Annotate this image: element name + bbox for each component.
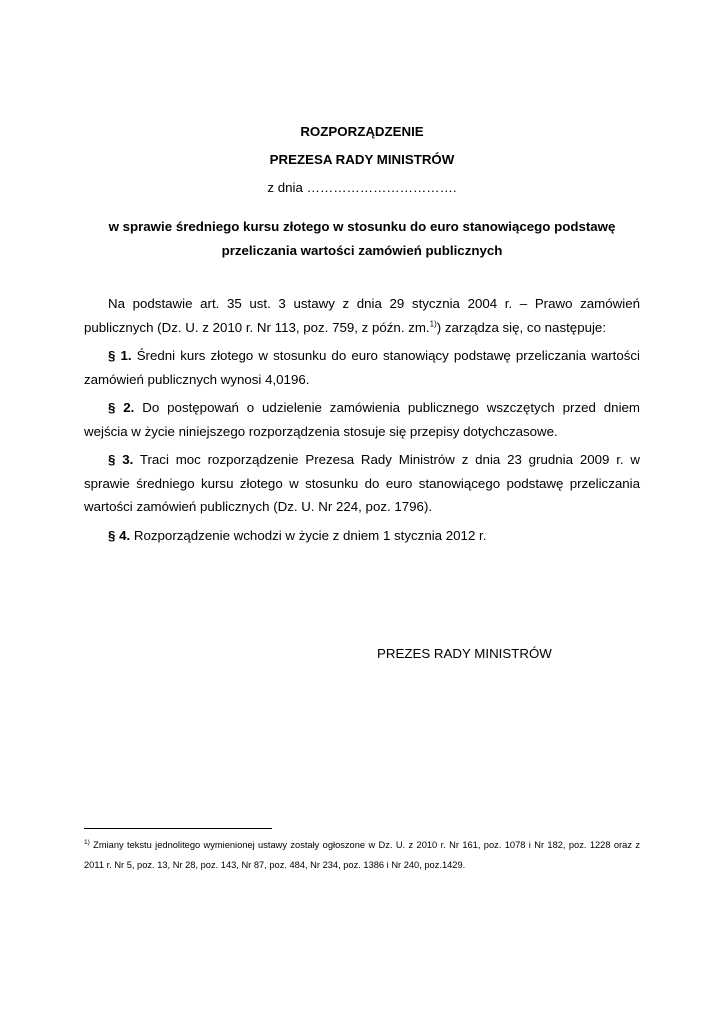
preamble-text-end: ) zarządza się, co następuje: [436, 319, 607, 335]
section-text: Traci moc rozporządzenie Prezesa Rady Ministrów z dnia 23 grudnia 2009 r. w sprawie średniego kursu złotego w stosunku do euro stanowiącego podstawę przeliczania wartości zamówień publicznych (Dz. U. Nr 224, poz. 1796). [84, 452, 640, 514]
document-type-title: ROZPORZĄDZENIE [300, 124, 424, 139]
section-text: Do postępowań o udzielenie zamówienia publicznego wszczętych przed dniem wejścia w życie niniejszego rozporządzenia stosuje się przepisy dotychczasowe. [84, 400, 640, 439]
section-number: § 3. [108, 452, 134, 467]
document-subject: w sprawie średniego kursu złotego w stosunku do euro stanowiącego podstawę przeliczania wartości zamówień publicznych [108, 219, 616, 258]
preamble-paragraph [84, 292, 640, 339]
section-text: Średni kurs złotego w stosunku do euro stanowiący podstawę przeliczania wartości zamówień publicznych wynosi 4,0196. [84, 348, 640, 387]
section-paragraph-4 [84, 524, 640, 548]
footnote-text: Zmiany tekstu jednolitego wymienionej ustawy zostały ogłoszone w Dz. U. z 2010 r. Nr 161, poz. 1078 i Nr 182, poz. 1228 oraz z 2011 r. Nr 5, poz. 13, Nr 28, poz. 143, Nr 87, poz. 484, Nr 234, poz. 1386 i Nr 240, poz.1429. [84, 840, 640, 870]
footnote-marker: 1) [84, 838, 90, 846]
section-paragraph-1 [84, 344, 640, 391]
signature-line: PREZES RADY MINISTRÓW [377, 646, 552, 661]
section-number: § 2. [108, 400, 135, 415]
section-text: Rozporządzenie wchodzi w życie z dniem 1 stycznia 2012 r. [130, 527, 487, 543]
document-body [84, 292, 640, 552]
footnote-separator [84, 828, 272, 829]
section-paragraph-2 [84, 396, 640, 443]
footnote-reference: 1) [429, 319, 437, 329]
section-number: § 1. [108, 348, 132, 363]
footnote [84, 835, 640, 875]
section-number: § 4. [108, 527, 131, 543]
preamble-text-start: Na podstawie art. 35 ust. 3 ustawy z dnia 29 stycznia 2004 r. – Prawo zamówień publicznych (Dz. U. z 2010 r. Nr 113, poz. 759, z późn. zm. [84, 296, 640, 335]
issuing-authority-title: PREZESA RADY MINISTRÓW [269, 152, 455, 167]
date-line: z dnia ……………………………. [267, 180, 457, 195]
section-paragraph-3 [84, 448, 640, 519]
